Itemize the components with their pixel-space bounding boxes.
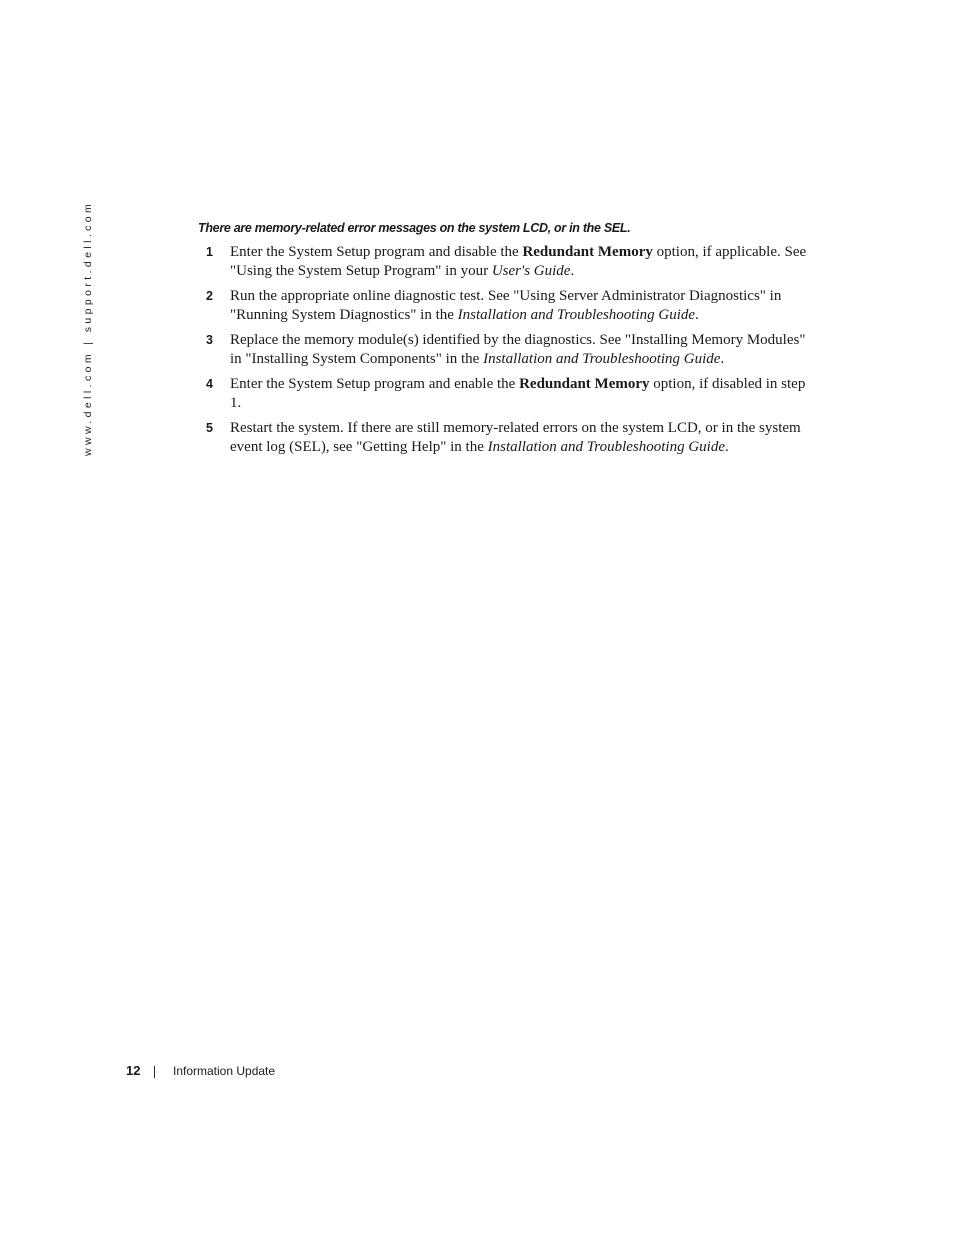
sidebar-url: www.dell.com | support.dell.com — [82, 200, 94, 456]
step-number: 1 — [206, 245, 213, 259]
step-text-run: Replace the memory module(s) identified by the diagnostics. See "Installing Memory Modules" in "Installing System Components" in the — [230, 332, 806, 367]
step-text-run: . — [570, 263, 575, 279]
step-item — [198, 375, 818, 413]
step-text-run: Run the appropriate online diagnostic test. See "Using Server Administrator Diagnostics" in "Running System Diagnostics" in the — [230, 288, 782, 323]
step-item — [198, 287, 818, 325]
document-title: Installation and Troubleshooting Guide — [487, 439, 725, 455]
step-text-run: . — [720, 351, 725, 367]
option-name: Redundant Memory — [522, 244, 653, 260]
step-number: 4 — [206, 377, 213, 391]
step-text — [230, 244, 806, 279]
main-content — [198, 220, 818, 463]
step-text-run: Restart the system. If there are still memory-related errors on the system LCD, or in the system event log (SEL), see "Getting Help" in the — [230, 420, 801, 455]
option-name: Redundant Memory — [519, 376, 650, 392]
footer-title: Information Update — [173, 1064, 276, 1078]
page-footer — [126, 1062, 275, 1080]
page-number: 12 — [126, 1063, 141, 1078]
step-number: 2 — [206, 289, 213, 303]
step-item — [198, 331, 818, 369]
step-number: 3 — [206, 333, 213, 347]
step-text — [230, 332, 805, 367]
step-number: 5 — [206, 421, 213, 435]
step-text-run: Enter the System Setup program and disable the — [230, 244, 523, 260]
step-text-run: . — [695, 307, 699, 323]
document-title: Installation and Troubleshooting Guide — [483, 351, 721, 367]
step-item — [198, 419, 818, 457]
step-text-run: Enter the System Setup program and enable the — [230, 376, 520, 392]
step-text — [230, 288, 781, 323]
steps-list — [198, 243, 818, 457]
step-item — [198, 243, 818, 281]
footer-separator — [154, 1066, 155, 1078]
document-title: User's Guide — [491, 263, 571, 279]
step-text-run: option, if applicable. See "Using the System Setup Program" in your — [230, 244, 807, 279]
step-text — [230, 376, 805, 411]
document-title: Installation and Troubleshooting Guide — [457, 307, 696, 323]
step-text-run: option, if disabled in step 1. — [230, 376, 806, 411]
step-text — [230, 420, 801, 455]
section-heading: There are memory-related error messages on the system LCD, or in the SEL. — [198, 221, 631, 235]
step-text-run: . — [724, 439, 729, 455]
